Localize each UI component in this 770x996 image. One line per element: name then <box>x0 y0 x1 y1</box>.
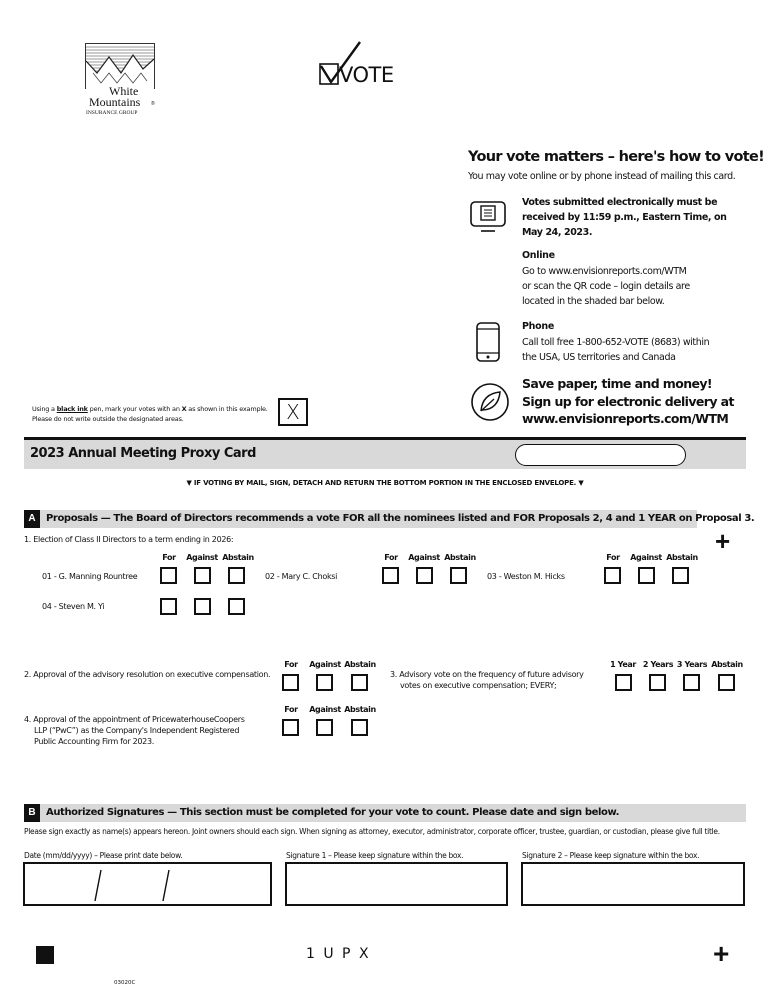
p2-col-against: Against <box>309 660 341 669</box>
nominee-03: 03 - Weston M. Hicks <box>487 572 565 581</box>
proposal-3-3-years-checkbox[interactable] <box>683 674 700 691</box>
date-label: Date (mm/dd/yyyy) – Please print date below. <box>24 851 183 860</box>
proposal-3-1-year-checkbox[interactable] <box>615 674 632 691</box>
section-b-title: Authorized Signatures — This section must be completed for your vote to count. Please date and sign below. <box>46 807 620 818</box>
date-input-box[interactable] <box>23 862 272 906</box>
nominee-01-for-checkbox[interactable] <box>160 567 177 584</box>
example-mark-box <box>278 398 308 426</box>
logo-reg-mark: ® <box>151 101 155 107</box>
p4-col-abstain: Abstain <box>344 705 376 714</box>
example-mark: X <box>286 400 300 424</box>
registration-plus-bottom: + <box>713 938 730 969</box>
col-for-2: For <box>384 553 398 562</box>
section-a-title: Proposals — The Board of Directors recommends a vote FOR all the nominees listed and FOR Proposals 2, 4 and 1 YEAR on Proposal 3. <box>46 513 755 524</box>
vote-logo <box>318 40 394 90</box>
p3-col-abstain: Abstain <box>711 660 743 669</box>
nominee-04-against-checkbox[interactable] <box>194 598 211 615</box>
login-details-bar <box>515 444 686 466</box>
proposal-4-line-2: LLP (“PwC”) as the Company's Independent Registered <box>34 726 240 735</box>
vote-logo-text: VOTE <box>339 63 394 87</box>
col-abstain-3: Abstain <box>666 553 698 562</box>
card-title: 2023 Annual Meeting Proxy Card <box>30 446 256 461</box>
col-against-2: Against <box>408 553 440 562</box>
p4-col-for: For <box>284 705 298 714</box>
logo-name-line2: Mountains <box>89 95 141 109</box>
instructions-post: pen, mark your votes with an <box>87 405 182 413</box>
save-line-2: Sign up for electronic delivery at <box>522 393 734 409</box>
section-b-letter: B <box>24 804 40 822</box>
save-line-1: Save paper, time and money! <box>522 376 713 391</box>
p3-col-2-years: 2 Years <box>642 660 674 669</box>
proposal-2-for-checkbox[interactable] <box>282 674 299 691</box>
detach-note <box>0 479 770 487</box>
save-line-3: www.envisionreports.com/WTM <box>522 411 729 426</box>
company-logo <box>85 43 157 119</box>
signature-1-label: Signature 1 – Please keep signature within the box. <box>286 851 464 860</box>
logo-tagline: INSURANCE GROUP <box>86 110 138 116</box>
deadline-line-3: May 24, 2023. <box>522 227 593 238</box>
signature-2-box[interactable] <box>521 862 745 906</box>
nominee-03-against-checkbox[interactable] <box>638 567 655 584</box>
nominee-02-for-checkbox[interactable] <box>382 567 399 584</box>
proposal-3-label <box>390 669 584 691</box>
phone-icon <box>475 321 501 363</box>
deadline-text <box>522 195 726 240</box>
proposal-2-label: 2. Approval of the advisory resolution on executive compensation. <box>24 670 271 679</box>
nominee-04: 04 - Steven M. Yi <box>42 602 105 611</box>
nominee-03-for-checkbox[interactable] <box>604 567 621 584</box>
section-a-header <box>24 510 755 528</box>
phone-line-2: the USA, US territories and Canada <box>522 352 676 363</box>
p2-col-for: For <box>284 660 298 669</box>
online-line-2: or scan the QR code – login details are <box>522 281 690 292</box>
registration-plus-top: + <box>715 526 731 556</box>
col-against-3: Against <box>630 553 662 562</box>
proposal-3-line-1: 3. Advisory vote on the frequency of future advisory <box>390 670 584 679</box>
proposal-4-line-1: 4. Approval of the appointment of PricewaterhouseCoopers <box>24 715 245 724</box>
p4-col-against: Against <box>309 705 341 714</box>
instructions-x: X <box>181 405 187 413</box>
online-line-3: located in the shaded bar below. <box>522 296 665 307</box>
online-title: Online <box>522 250 555 261</box>
online-line-1: Go to www.envisionreports.com/WTM <box>522 266 687 277</box>
p2-col-abstain: Abstain <box>344 660 376 669</box>
proposal-4-against-checkbox[interactable] <box>316 719 333 736</box>
computer-icon <box>469 198 507 234</box>
proposal-4-for-checkbox[interactable] <box>282 719 299 736</box>
proposal-2-against-checkbox[interactable] <box>316 674 333 691</box>
col-for-1: For <box>162 553 176 562</box>
signature-1-box[interactable] <box>285 862 508 906</box>
nominee-02-abstain-checkbox[interactable] <box>450 567 467 584</box>
nominee-01-against-checkbox[interactable] <box>194 567 211 584</box>
marking-instructions <box>32 404 268 424</box>
p3-col-3-years: 3 Years <box>676 660 708 669</box>
instructions-line-1 <box>32 404 268 414</box>
signature-instructions: Please sign exactly as name(s) appears hereon. Joint owners should each sign. When signing as attorney, executor, administrator, corporate officer, trustee, guardian, or custodian, please give full title. <box>24 827 720 836</box>
proposal-4-abstain-checkbox[interactable] <box>351 719 368 736</box>
phone-title: Phone <box>522 321 554 332</box>
nominee-01: 01 - G. Manning Rountree <box>42 572 138 581</box>
section-a-letter: A <box>24 510 40 528</box>
nominee-04-abstain-checkbox[interactable] <box>228 598 245 615</box>
proposal-4-label <box>24 714 245 747</box>
proposal-3-line-2: votes on executive compensation; EVERY; <box>400 681 557 690</box>
nominee-03-abstain-checkbox[interactable] <box>672 567 689 584</box>
footer-small-code: 03020C <box>114 980 136 986</box>
deadline-line-1: Votes submitted electronically must be <box>522 197 718 208</box>
info-subheading: You may vote online or by phone instead of mailing this card. <box>468 171 736 182</box>
proposal-2-abstain-checkbox[interactable] <box>351 674 368 691</box>
proposal-3-abstain-checkbox[interactable] <box>718 674 735 691</box>
mountains-icon <box>85 43 155 89</box>
date-separators <box>25 864 270 904</box>
nominee-01-abstain-checkbox[interactable] <box>228 567 245 584</box>
triangle-down-icon-right: ▼ <box>576 479 584 487</box>
signature-2-label: Signature 2 – Please keep signature within the box. <box>522 851 700 860</box>
leaf-icon <box>470 382 510 422</box>
detach-note-text: IF VOTING BY MAIL, SIGN, DETACH AND RETURN THE BOTTOM PORTION IN THE ENCLOSED ENVELOPE. <box>193 479 577 487</box>
deadline-line-2: received by 11:59 p.m., Eastern Time, on <box>522 212 727 223</box>
phone-line-1: Call toll free 1-800-652-VOTE (8683) within <box>522 337 710 348</box>
instructions-pre: Using a <box>32 405 57 413</box>
section-b-header <box>24 804 746 822</box>
phone-text <box>522 335 709 365</box>
col-against-1: Against <box>186 553 218 562</box>
instructions-line-2: Please do not write outside the designated areas. <box>32 415 184 423</box>
card-title-bar <box>24 440 746 469</box>
proposal-3-2-years-checkbox[interactable] <box>649 674 666 691</box>
proposal-4-line-3: Public Accounting Firm for 2023. <box>34 737 155 746</box>
info-heading: Your vote matters – here's how to vote! <box>468 149 765 165</box>
nominee-04-for-checkbox[interactable] <box>160 598 177 615</box>
save-paper-text <box>522 375 734 428</box>
p3-col-1-year: 1 Year <box>610 660 636 669</box>
instructions-post2: as shown in this example. <box>186 405 268 413</box>
logo-name-line1: White <box>109 84 139 98</box>
registration-square <box>36 946 54 964</box>
proposal-1-label: 1. Election of Class II Directors to a term ending in 2026: <box>24 535 234 544</box>
col-for-3: For <box>606 553 620 562</box>
triangle-down-icon-left: ▼ <box>186 479 194 487</box>
online-text <box>522 264 690 309</box>
footer-code: 1 U P X <box>306 946 371 962</box>
col-abstain-2: Abstain <box>444 553 476 562</box>
nominee-02-against-checkbox[interactable] <box>416 567 433 584</box>
col-abstain-1: Abstain <box>222 553 254 562</box>
instructions-black-ink: black ink <box>56 405 88 413</box>
nominee-02: 02 - Mary C. Choksi <box>265 572 338 581</box>
